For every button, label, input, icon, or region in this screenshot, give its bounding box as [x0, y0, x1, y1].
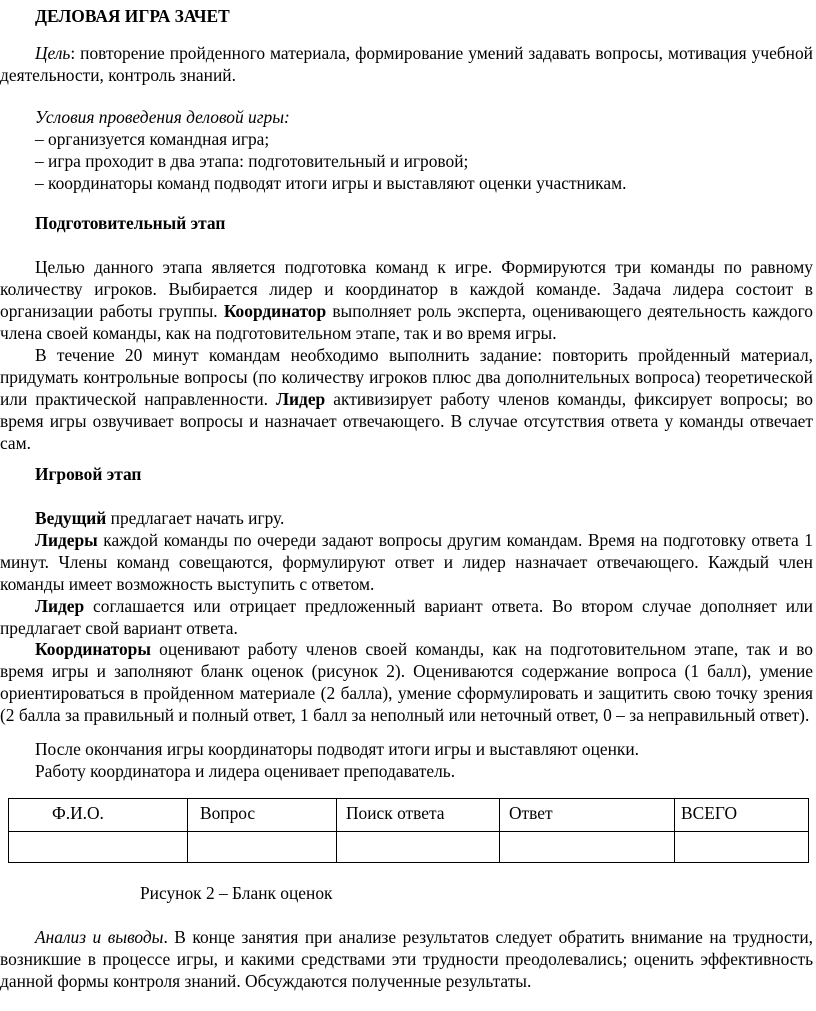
prep-heading: Подготовительный этап: [35, 213, 226, 233]
table-header-cell: [500, 799, 675, 832]
game-paragraph-3: [0, 595, 813, 639]
empty-cell: [500, 832, 675, 863]
empty-cell: [675, 832, 809, 863]
game-paragraph-6: Работу координатора и лидера оценивает преподаватель.: [35, 761, 456, 781]
figure-caption: Рисунок 2 – Бланк оценок: [140, 883, 333, 903]
analysis-paragraph: [0, 926, 813, 992]
empty-cell: [337, 832, 500, 863]
prep-p1-text-end: выполняет роль эксперта, оценивающего деятельность каждого члена своей команды, как на подготовительном этапе, так и во время игры.: [0, 301, 814, 343]
game-p3-bold: Лидер: [35, 596, 85, 616]
game-p1-text: предлагает начать игру.: [106, 508, 285, 528]
grade-form-table: [8, 798, 809, 863]
game-p2-bold: Лидеры: [35, 530, 98, 550]
empty-cell: [188, 832, 337, 863]
conditions-heading: Условия проведения деловой игры:: [35, 107, 290, 127]
table-header-cell: [675, 799, 809, 832]
prep-p1-text: Целью данного этапа является подготовка команд к игре. Формируются три команды по равному количеству игроков. Выбирается лидер и координатор в каждой команде. Задача лидера состоит в организации работы группы.: [0, 257, 813, 321]
condition-item: – организуется командная игра;: [35, 129, 270, 149]
game-heading: Игровой этап: [35, 464, 142, 484]
prep-p2-bold: Лидер: [276, 389, 326, 409]
game-paragraph-5: После окончания игры координаторы подводят итоги игры и выставляют оценки.: [35, 739, 640, 759]
analysis-text: . В конце занятия при анализе результатов следует обратить внимание на трудности, возникшие в процессе игры, и какими средствами эти трудности преодолевались; оценить эффективность данной формы контроля знаний. Обсуждаются полученные результаты.: [0, 927, 813, 991]
goal-text: : повторение пройденного материала, формирование умений задавать вопросы, мотивация учебной деятельности, контроль знаний.: [0, 43, 813, 85]
table-header-row: [9, 799, 809, 832]
header-answer: Ответ: [509, 803, 553, 823]
table-header-cell: [9, 799, 188, 832]
game-paragraph-1: [0, 507, 813, 529]
header-fio: Ф.И.О.: [52, 803, 104, 823]
condition-item: – игра проходит в два этапа: подготовительный и игровой;: [35, 151, 469, 171]
prep-p1-bold: Координатор: [223, 301, 327, 321]
prep-p2-text-end: активизирует работу членов команды, фиксирует вопросы; во время игры озвучивает вопросы и назначает отвечающего. В случае отсутствия ответа у команды отвечает сам.: [0, 389, 813, 453]
prep-paragraph-2: [0, 344, 813, 454]
table-header-cell: [188, 799, 337, 832]
game-paragraph-4: [0, 638, 813, 726]
header-total: ВСЕГО: [681, 803, 738, 823]
empty-cell: [9, 832, 188, 863]
document-title: ДЕЛОВАЯ ИГРА ЗАЧЕТ: [35, 6, 230, 26]
game-p1-bold: Ведущий: [35, 508, 107, 528]
game-paragraph-2: [0, 529, 813, 595]
header-question: Вопрос: [200, 803, 256, 823]
table-row: [9, 832, 809, 863]
game-p4-text: оценивают работу членов своей команды, как на подготовительном этапе, так и во время игры и заполняют бланк оценок (рисунок 2). Оцениваются содержание вопроса (1 балл), умение ориентироваться в пройденном материале (2 балла), умение сформулировать и защитить свою точку зрения (2 балла за правильный и полный ответ, 1 балл за неполный или неточный ответ, 0 – за неправильный ответ).: [0, 639, 813, 725]
condition-item: – координаторы команд подводят итоги игры и выставляют оценки участникам.: [35, 173, 627, 193]
game-p3-text: соглашается или отрицает предложенный вариант ответа. Во втором случае дополняет или предлагает свой вариант ответа.: [0, 596, 813, 638]
prep-paragraph-1: [0, 256, 813, 344]
prep-p2-text: В течение 20 минут командам необходимо выполнить задание: повторить пройденный материал, придумать контрольные вопросы (по количеству игроков плюс два дополнительных вопроса) теоретической или практической направленности.: [0, 345, 813, 409]
goal-paragraph: [0, 42, 813, 86]
header-search: Поиск ответа: [346, 803, 445, 823]
goal-label: Цель: [35, 43, 71, 63]
game-p4-bold: Координаторы: [35, 639, 151, 659]
analysis-label: Анализ и выводы: [35, 927, 164, 947]
table-header-cell: [337, 799, 500, 832]
game-p2-text: каждой команды по очереди задают вопросы другим командам. Время на подготовку ответа 1 минут. Члены команд совещаются, формулируют ответ и лидер назначает отвечающего. Каждый член команды имеет возможность выступить с ответом.: [0, 530, 813, 594]
